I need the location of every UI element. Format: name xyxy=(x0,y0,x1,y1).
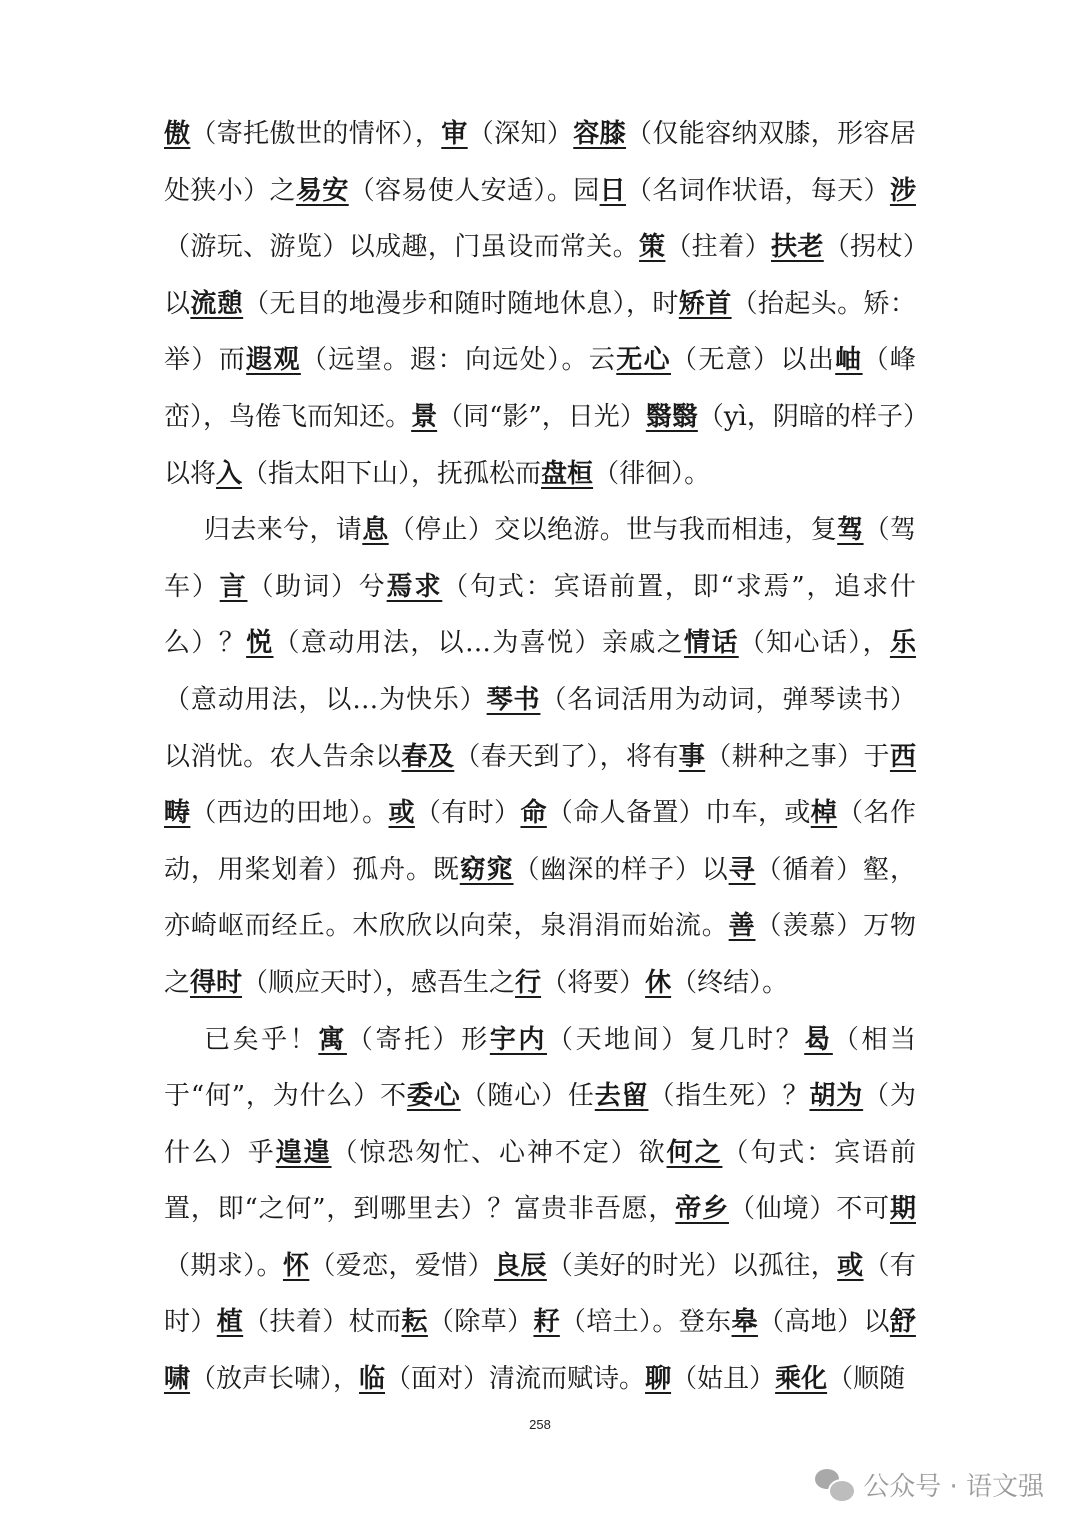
annotation-text: （除草） xyxy=(427,1307,534,1338)
keyword-term: 悦 xyxy=(246,628,274,659)
keyword-term: 日 xyxy=(599,175,627,206)
keyword-term: 期 xyxy=(889,1194,916,1225)
keyword-term: 舒啸 xyxy=(164,1307,916,1395)
keyword-term: 傲 xyxy=(164,119,191,149)
annotation-text: （名词活用为动词，弹琴读书）以消忧。农人告余以 xyxy=(164,684,916,772)
annotation-text: （扶着）杖而 xyxy=(243,1307,402,1338)
keyword-term: 得时 xyxy=(190,967,243,998)
keyword-term: 驾 xyxy=(837,515,864,546)
keyword-term: 耔 xyxy=(533,1307,560,1338)
annotation-text: （爱恋，爱惜） xyxy=(309,1250,495,1281)
annotation-text: （深知） xyxy=(467,119,574,149)
annotation-text: （远望。遐：向远处）。云 xyxy=(300,345,617,376)
keyword-term: 寓 xyxy=(318,1024,347,1055)
keyword-term: 或 xyxy=(388,798,415,829)
keyword-term: 去留 xyxy=(594,1081,649,1112)
keyword-term: 矫首 xyxy=(678,288,732,319)
annotation-text: （寄托）形 xyxy=(346,1024,490,1055)
keyword-term: 盘桓 xyxy=(541,458,594,489)
annotation-text: （徘徊）。 xyxy=(593,458,711,489)
watermark-text: 公众号 · 语文强 xyxy=(863,1472,1044,1502)
paragraph-2 xyxy=(164,502,916,1011)
keyword-term: 棹 xyxy=(810,798,838,829)
annotation-text: （拐杖）以 xyxy=(164,232,916,319)
keyword-term: 景 xyxy=(411,401,438,432)
annotation-text: （天地间）复几时？ xyxy=(547,1024,805,1055)
keyword-term: 西畴 xyxy=(164,741,916,829)
paragraph-3 xyxy=(164,1012,916,1408)
annotation-text: （有时） xyxy=(164,1250,916,1338)
keyword-term: 涉 xyxy=(889,175,916,206)
annotation-text: （幽深的样子）以 xyxy=(513,854,729,885)
keyword-term: 临 xyxy=(359,1364,386,1395)
annotation-text: （指太阳下山），抚孤松而 xyxy=(242,458,542,489)
annotation-text: （姑且） xyxy=(671,1364,776,1395)
keyword-term: 无心 xyxy=(616,345,671,376)
annotation-text: 已矣乎！ xyxy=(204,1024,319,1055)
keyword-term: 耘 xyxy=(401,1307,428,1338)
keyword-term: 皋 xyxy=(731,1307,758,1338)
keyword-term: 或 xyxy=(837,1250,864,1281)
annotation-text: （有时） xyxy=(414,798,521,829)
keyword-term: 岫 xyxy=(835,345,863,376)
annotation-text: （顺随 xyxy=(827,1364,906,1395)
keyword-term: 怀 xyxy=(282,1250,310,1281)
keyword-term: 春及 xyxy=(401,741,455,772)
annotation-text: （将要） xyxy=(541,967,646,998)
annotation-text: （仅能容纳双膝，形容居处狭小）之 xyxy=(164,119,916,206)
annotation-text: （为什么）乎 xyxy=(164,1081,916,1168)
annotation-text: （期求）。 xyxy=(164,1250,283,1281)
keyword-term: 易安 xyxy=(295,175,349,206)
annotation-text: （春天到了），将有 xyxy=(454,741,679,772)
annotation-text: （命人备置）巾车，或 xyxy=(546,798,811,829)
annotation-text: （无意）以出 xyxy=(670,345,836,376)
annotation-text: （峰峦），鸟倦飞而知还。 xyxy=(164,345,916,432)
annotation-text: （羡慕）万物之 xyxy=(164,911,916,998)
annotation-text: （驾车） xyxy=(164,515,916,602)
annotation-text: （句式：宾语前置，即“求焉”，追求什么）？ xyxy=(164,571,916,659)
annotation-text: （yì，阴暗的样子）以将 xyxy=(164,401,916,489)
keyword-term: 何之 xyxy=(666,1137,723,1168)
keyword-term: 曷 xyxy=(804,1024,833,1055)
annotation-text: （名词作状语，每天） xyxy=(626,175,890,206)
watermark xyxy=(815,1466,1044,1503)
keyword-term: 言 xyxy=(219,571,248,602)
annotation-text: （放声长啸）， xyxy=(190,1364,360,1395)
keyword-term: 善 xyxy=(728,911,756,942)
keyword-term: 宇内 xyxy=(489,1024,547,1055)
annotation-text: 归去来兮，请 xyxy=(204,515,363,546)
keyword-term: 寻 xyxy=(728,854,756,885)
annotation-text: （培土）。登东 xyxy=(559,1307,732,1338)
annotation-text: （同“影”，日光） xyxy=(437,401,646,432)
annotation-text: （名作动，用桨划着）孤舟。既 xyxy=(164,798,916,885)
document-body xyxy=(164,106,916,1408)
annotation-text: （句式：宾语前置，即“之何”，到哪里去）？富贵非吾愿， xyxy=(164,1137,916,1225)
keyword-term: 良辰 xyxy=(494,1250,547,1281)
keyword-term: 帝乡 xyxy=(675,1194,729,1225)
keyword-term: 扶老 xyxy=(770,232,824,263)
annotation-text: （抬起头。矫：举）而 xyxy=(164,288,916,376)
annotation-text: （面对）清流而赋诗。 xyxy=(385,1364,646,1395)
annotation-text: （助词）兮 xyxy=(247,571,387,602)
keyword-term: 命 xyxy=(520,798,547,829)
annotation-text: （顺应天时），感吾生之 xyxy=(242,967,516,998)
annotation-text: （指生死）？ xyxy=(648,1081,810,1112)
page-number: 258 xyxy=(529,1417,551,1432)
annotation-text: （耕种之事）于 xyxy=(705,741,890,772)
annotation-text: （循着）壑，亦崎岖而经丘。木欣欣以向荣，泉涓涓而始流。 xyxy=(164,854,916,942)
paragraph-1 xyxy=(164,106,916,502)
keyword-term: 委心 xyxy=(406,1081,461,1112)
wechat-icon xyxy=(815,1469,853,1501)
annotation-text: （美好的时光）以孤往， xyxy=(546,1250,838,1281)
keyword-term: 行 xyxy=(515,967,542,998)
annotation-text: （仙境）不可 xyxy=(728,1194,890,1225)
keyword-term: 息 xyxy=(362,515,389,546)
keyword-term: 遑遑 xyxy=(275,1137,332,1168)
annotation-text: （寄托傲世的情怀）， xyxy=(190,119,442,149)
annotation-text: （西边的田地）。 xyxy=(190,798,389,829)
keyword-term: 焉求 xyxy=(386,571,443,602)
keyword-term: 策 xyxy=(639,232,666,263)
keyword-term: 胡为 xyxy=(809,1081,864,1112)
annotation-text: （随心）任 xyxy=(460,1081,595,1112)
keyword-term: 聊 xyxy=(645,1364,672,1395)
annotation-text: （相当于“何”，为什么）不 xyxy=(164,1024,916,1112)
keyword-term: 休 xyxy=(645,967,672,998)
keyword-term: 容膝 xyxy=(573,119,627,149)
annotation-text: （拄着） xyxy=(665,232,771,263)
keyword-term: 乐 xyxy=(889,628,916,659)
keyword-term: 窈窕 xyxy=(459,854,514,885)
keyword-term: 琴书 xyxy=(486,684,541,715)
annotation-text: （停止）交以绝游。世与我而相违，复 xyxy=(388,515,838,546)
annotation-text: （终结）。 xyxy=(671,967,789,998)
keyword-term: 审 xyxy=(441,119,468,149)
annotation-text: （意动用法，以…为快乐） xyxy=(164,684,487,715)
keyword-term: 情话 xyxy=(684,628,739,659)
keyword-term: 入 xyxy=(216,458,243,489)
keyword-term: 流憩 xyxy=(190,288,244,319)
keyword-term: 植 xyxy=(216,1307,244,1338)
annotation-text: （意动用法，以…为喜悦）亲戚之 xyxy=(273,628,684,659)
keyword-term: 事 xyxy=(678,741,706,772)
annotation-text: （容易使人安适）。园 xyxy=(348,175,600,206)
annotation-text: （无目的地漫步和随时随地休息），时 xyxy=(243,288,679,319)
keyword-term: 乘化 xyxy=(775,1364,828,1395)
keyword-term: 遐观 xyxy=(246,345,301,376)
annotation-text: （惊恐匆忙、心神不定）欲 xyxy=(331,1137,667,1168)
annotation-text: （游玩、游览）以成趣，门虽设而常关。 xyxy=(164,232,640,263)
annotation-text: （高地）以 xyxy=(757,1307,890,1338)
annotation-text: （知心话）， xyxy=(738,628,890,659)
keyword-term: 翳翳 xyxy=(645,401,698,432)
